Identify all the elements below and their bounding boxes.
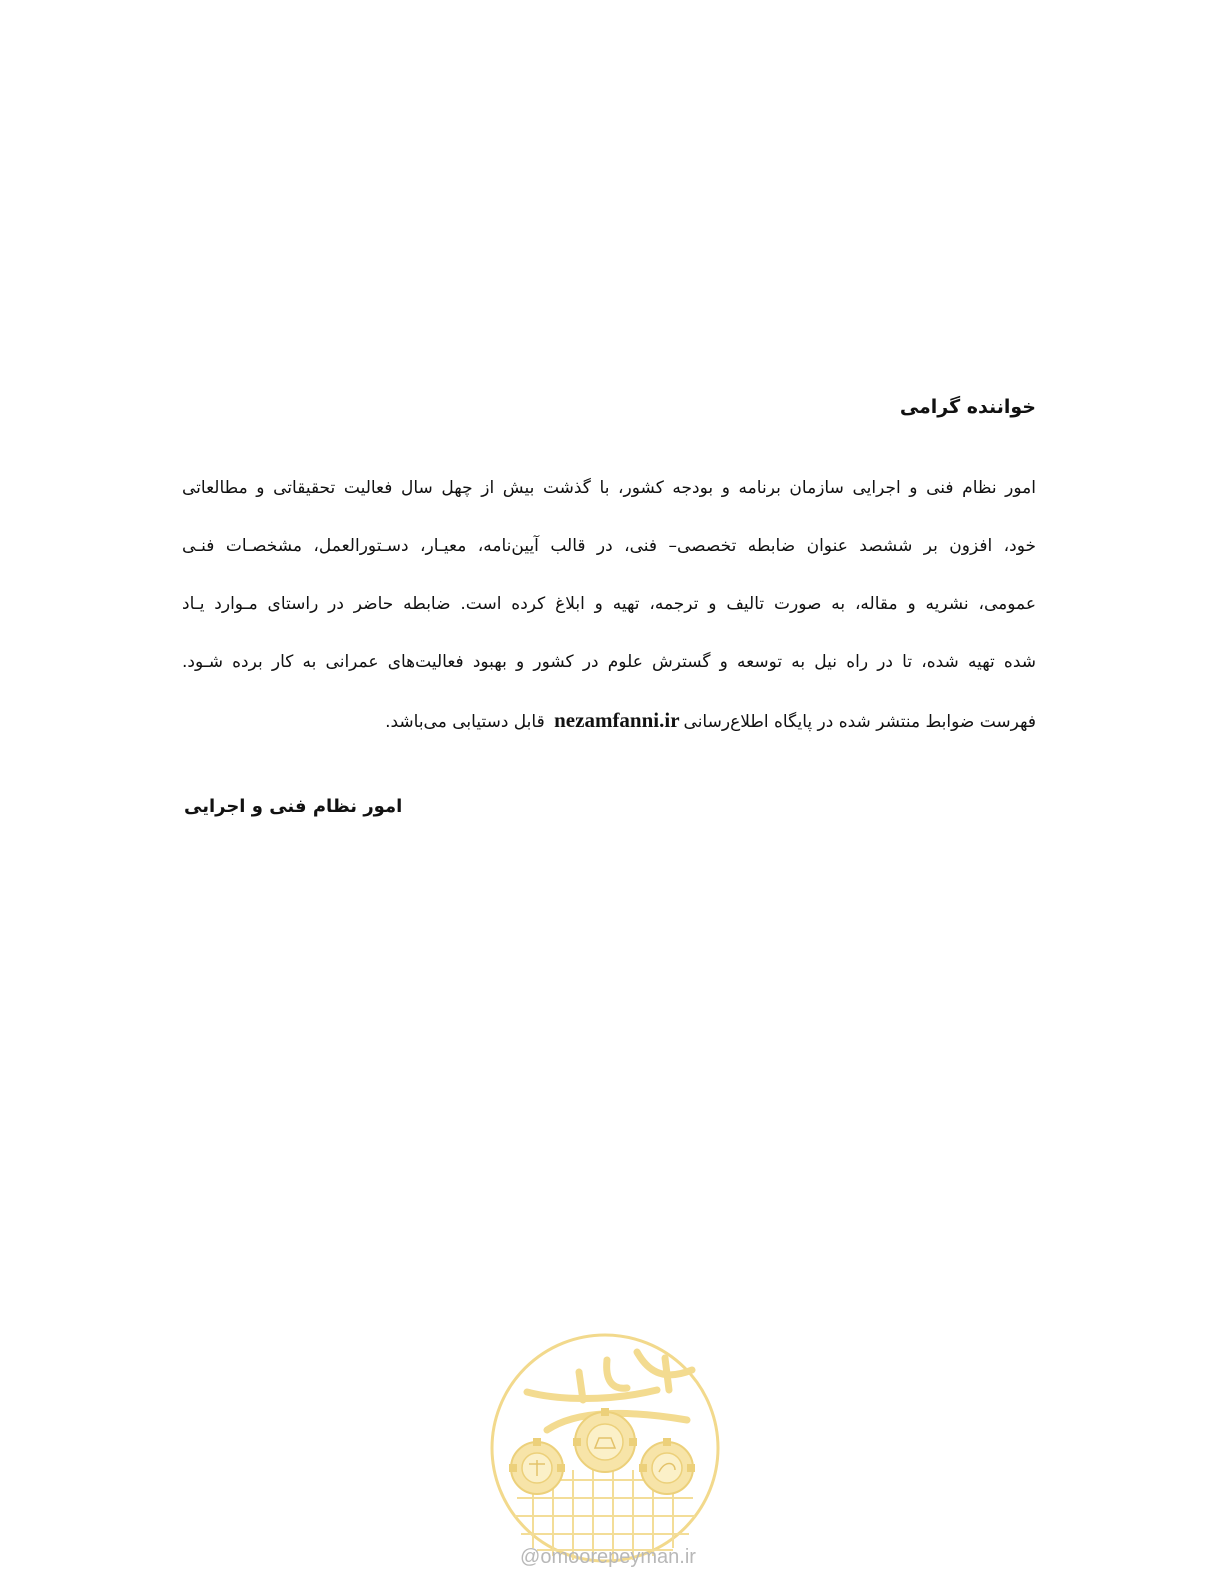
watermark-url: @omoorepeyman.ir [520,1546,696,1568]
omoore-peyman-seal-icon [487,1330,723,1566]
paragraph-line: شده تهیه شده، تا در راه نیل به توسعه و گسترش علوم در کشور و بهبود فعالیت‌های عمرانی به کار برده شـود. [182,652,1036,672]
website-link[interactable]: nezamfanni.ir [554,708,680,732]
signature: امور نظام فنی و اجرایی [184,796,403,817]
intro-paragraph [182,468,1036,758]
paragraph-text: قابل دستیابی می‌باشد. [385,712,545,732]
paragraph-line: خود، افزون بر ششصد عنوان ضابطه تخصصی– فنی، در قالب آیین‌نامه، معیـار، دسـتورالعمل، مشخصـات فنـی [182,536,1036,556]
paragraph-last-line [182,700,1036,758]
paragraph-line: عمومی، نشریه و مقاله، به صورت تالیف و ترجمه، تهیه و ابلاغ کرده است. ضابطه حاضر در راستای مـوارد یـاد [182,594,1036,614]
paragraph-line: امور نظام فنی و اجرایی سازمان برنامه و بودجه کشور، با گذشت بیش از چهل سال فعالیت تحقیقاتی و مطالعاتی [182,478,1036,498]
paragraph-text: فهرست ضوابط منتشر شده در پایگاه اطلاع‌رسانی [683,712,1036,732]
page-heading: خواننده گرامی [899,396,1036,418]
